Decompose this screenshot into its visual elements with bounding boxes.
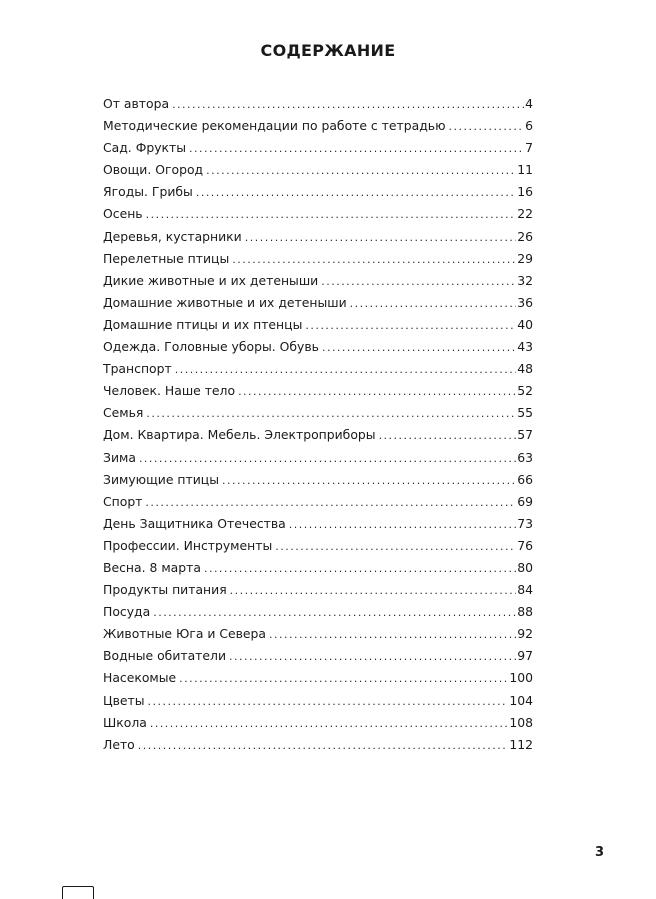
toc-entry [103, 424, 533, 446]
dot-leader [172, 94, 524, 116]
toc-entry [103, 579, 533, 601]
toc-entry [103, 447, 533, 469]
toc-entry-page: 43 [517, 339, 533, 355]
toc-entry-title: Зима [103, 449, 136, 465]
toc-entry-title: Ягоды. Грибы [103, 184, 193, 200]
dot-leader [146, 403, 516, 425]
toc-entry-page: 48 [517, 361, 533, 377]
toc-entry [103, 181, 533, 203]
dot-leader [269, 624, 516, 646]
toc-entry [103, 690, 533, 712]
page-title: СОДЕРЖАНИЕ [260, 41, 396, 60]
dot-leader [145, 492, 516, 514]
toc-entry-page: 84 [517, 582, 533, 598]
dot-leader [305, 315, 516, 337]
toc-entry [103, 115, 533, 137]
toc-entry-page: 92 [517, 626, 533, 642]
toc-entry [103, 601, 533, 623]
table-of-contents [103, 93, 533, 756]
toc-entry-title: Деревья, кустарники [103, 228, 242, 244]
toc-entry [103, 358, 533, 380]
toc-entry-page: 6 [525, 118, 533, 134]
toc-entry-title: Транспорт [103, 361, 172, 377]
page-number: 3 [594, 845, 604, 860]
toc-entry-page: 55 [517, 405, 533, 421]
toc-entry-page: 40 [517, 316, 533, 332]
toc-entry-page: 104 [509, 692, 533, 708]
toc-entry-page: 22 [517, 206, 533, 222]
dot-leader [179, 668, 508, 690]
toc-entry-title: Посуда [103, 604, 151, 620]
dot-leader [196, 182, 516, 204]
toc-entry-page: 57 [517, 427, 533, 443]
toc-entry-title: Весна. 8 марта [103, 559, 201, 575]
toc-entry [103, 535, 533, 557]
toc-entry-title: Овощи. Огород [103, 162, 204, 178]
toc-entry-title: От автора [103, 96, 170, 111]
toc-entry-title: Человек. Наше тело [103, 383, 236, 399]
toc-entry [103, 513, 533, 535]
dot-leader [321, 271, 516, 293]
dot-leader [449, 116, 525, 138]
toc-entry-page: 76 [517, 537, 533, 553]
toc-entry-title: Цветы [103, 692, 145, 708]
dot-leader [175, 359, 517, 381]
toc-entry [103, 645, 533, 667]
toc-entry [103, 137, 533, 159]
toc-entry-title: Лето [103, 736, 135, 752]
toc-entry-title: Перелетные птицы [103, 250, 230, 266]
toc-entry-title: Одежда. Головные уборы. Обувь [103, 339, 319, 355]
dot-leader [238, 381, 516, 403]
toc-entry-page: 108 [509, 714, 533, 730]
toc-entry-title: Семья [103, 405, 144, 421]
toc-entry-title: Домашние птицы и их птенцы [103, 316, 303, 332]
toc-entry [103, 491, 533, 513]
toc-entry-title: Профессии. Инструменты [103, 537, 273, 553]
toc-entry-title: Водные обитатели [103, 648, 226, 664]
toc-entry-title: Насекомые [103, 670, 177, 686]
dot-leader [150, 713, 509, 735]
dot-leader [189, 138, 524, 160]
toc-entry [103, 402, 533, 424]
dot-leader [230, 580, 517, 602]
toc-entry-page: 112 [509, 736, 533, 752]
toc-entry-page: 36 [517, 294, 533, 310]
toc-entry-title: Дом. Квартира. Мебель. Электроприборы [103, 427, 376, 443]
dot-leader [146, 204, 517, 226]
toc-entry [103, 203, 533, 225]
toc-entry [103, 469, 533, 491]
toc-entry-page: 52 [517, 383, 533, 399]
dot-leader [322, 337, 516, 359]
dot-leader [148, 691, 509, 713]
toc-entry-title: Продукты питания [103, 582, 227, 598]
toc-entry [103, 623, 533, 645]
dot-leader [204, 558, 516, 580]
toc-entry [103, 270, 533, 292]
dot-leader [379, 425, 517, 447]
toc-entry-title: Дикие животные и их детеныши [103, 272, 319, 288]
toc-entry [103, 292, 533, 314]
toc-entry-page: 66 [517, 471, 533, 487]
toc-entry-title: Школа [103, 714, 147, 730]
toc-entry-title: Зимующие птицы [103, 471, 219, 487]
dot-leader [222, 470, 516, 492]
dot-leader [153, 602, 516, 624]
dot-leader [350, 293, 517, 315]
toc-entry [103, 159, 533, 181]
toc-entry-title: Осень [103, 206, 143, 222]
toc-entry-title: Методические рекомендации по работе с тетрадью [103, 118, 446, 134]
toc-entry-page: 100 [509, 670, 533, 686]
toc-entry-title: Сад. Фрукты [103, 140, 187, 156]
toc-entry-page: 69 [517, 493, 533, 509]
toc-entry-title: Домашние животные и их детеныши [103, 294, 347, 310]
toc-entry-title: Спорт [103, 493, 143, 509]
toc-entry-page: 80 [517, 559, 533, 575]
toc-entry [103, 93, 533, 115]
toc-entry-page: 97 [517, 648, 533, 664]
toc-entry-page: 73 [517, 515, 533, 531]
toc-entry-page: 88 [517, 604, 533, 620]
toc-entry [103, 226, 533, 248]
toc-entry-page: 26 [517, 228, 533, 244]
toc-entry-page: 7 [525, 140, 533, 156]
cropped-page-marker [62, 886, 94, 899]
toc-entry [103, 712, 533, 734]
dot-leader [275, 536, 516, 558]
dot-leader [206, 160, 516, 182]
toc-entry-page: 32 [517, 272, 533, 288]
dot-leader [139, 448, 516, 470]
toc-entry [103, 380, 533, 402]
toc-entry-page: 4 [525, 96, 533, 111]
toc-entry [103, 336, 533, 358]
toc-entry-page: 29 [517, 250, 533, 266]
toc-entry [103, 314, 533, 336]
toc-entry-title: Животные Юга и Севера [103, 626, 267, 642]
toc-entry [103, 667, 533, 689]
dot-leader [289, 514, 516, 536]
toc-entry-page: 16 [517, 184, 533, 200]
toc-entry-page: 11 [517, 162, 533, 178]
toc-entry-title: День Защитника Отечества [103, 515, 286, 531]
dot-leader [245, 227, 516, 249]
toc-entry [103, 557, 533, 579]
toc-entry-page: 63 [517, 449, 533, 465]
dot-leader [138, 735, 509, 757]
toc-entry [103, 734, 533, 756]
dot-leader [232, 249, 516, 271]
toc-entry [103, 248, 533, 270]
dot-leader [229, 646, 516, 668]
